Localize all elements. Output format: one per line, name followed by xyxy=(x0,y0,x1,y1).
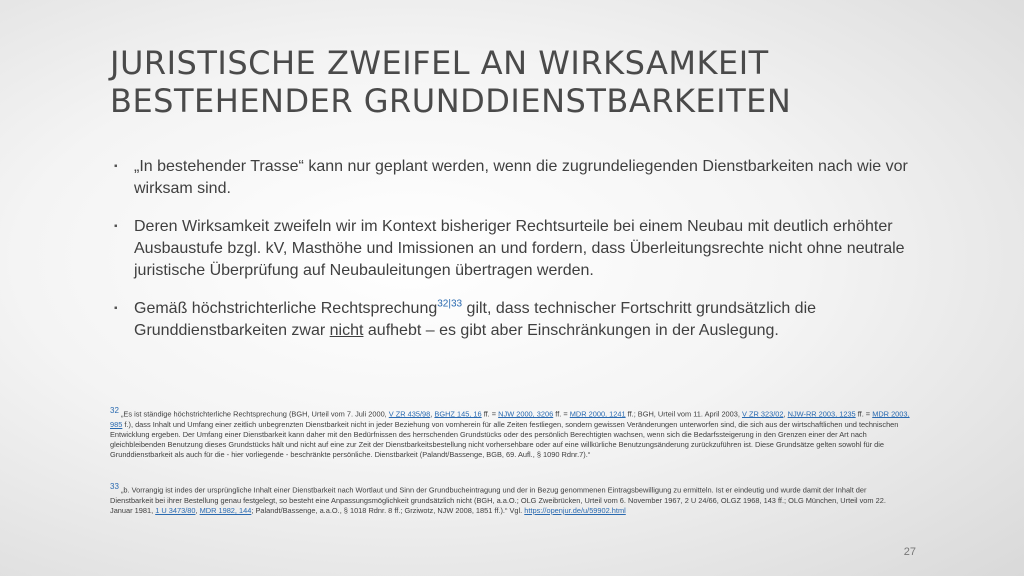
footnote-text: „b. Vorrangig ist indes der ursprüngliche Inhalt einer Dienstbarkeit nach Wortlaut und Sinn der Grundbucheintragung und der in Bezug genommenen Eintragsbewilligung zu ermitteln. Ist er eindeutig und wurde damit der Inhalt der Dienstbarkeit bei ihrer Bestellung genau festgelegt, so besteht eine Anpassungsmöglichkeit grundsätzlich nicht (BGH, a.a.O.; OLG Zweibrücken, Urteil vom 6. November 1967, 2 U 24/66, OLGZ 1968, 143 ff.; OLG München, Urteil vom 22. Januar 1981, xyxy=(110,485,886,515)
bullet-text-3-emphasis: nicht xyxy=(329,322,364,339)
footnote-text: „Es ist ständige höchstrichterliche Rechtsprechung (BGH, Urteil vom 7. Juli 2000, xyxy=(118,409,389,419)
citation-link[interactable]: NJW 2000, 3206 xyxy=(498,409,554,419)
bullet-list xyxy=(114,156,914,358)
bullet-item-3 xyxy=(114,298,914,342)
footnote-number: 32 xyxy=(110,406,119,415)
citation-link[interactable]: 1 U 3473/80 xyxy=(155,505,196,515)
citation-link[interactable]: BGHZ 145, 16 xyxy=(434,409,482,419)
footnote-text: ff. = xyxy=(553,409,570,419)
footnote-text: , xyxy=(430,409,435,419)
bullet-text-3-pre: Gemäß höchstrichterliche Rechtsprechung xyxy=(134,300,438,317)
footnote-text: ff. = xyxy=(481,409,499,419)
openjur-link[interactable]: https://openjur.de/u/59902.html xyxy=(524,505,626,515)
footnote-32 xyxy=(110,406,910,460)
footnote-33 xyxy=(110,482,910,516)
bullet-item-2 xyxy=(114,216,914,282)
page-number: 27 xyxy=(903,546,916,558)
footnote-text: f.), dass Inhalt und Umfang einer zeitlich unbegrenzten Dienstbarkeit nicht in jeder Beziehung von vornherein für alle Zeiten festliegen, sondern gewissen Veränderungen unterworfen sind, die sich aus der wirtschaftlichen und technischen Entwicklung ergeben. Der Umfang einer Dienstbarkeit kann daher mit den Bedürfnissen des herrschenden Grundstücks oder des persönlich Berechtigten wachsen, wenn sich die Bedarfssteigerung in den Grenzen einer der Art nach gleichbleibenden Benutzung dieses Grundstücks hält und nicht auf eine zur Zeit der Dienstbarkeitsbestellung nicht vorhersehbare oder auf eine willkürliche Benutzungsänderung zurückzuführen ist. Diese Grundsätze gelten sowohl für die Grunddienstbarkeit als auch für die - hier vorliegende - beschränkte persönliche. Dienstbarkeit (Palandt/Bassenge, BGB, 69. Aufl., § 1090 Rdnr.7).“ xyxy=(110,419,899,460)
bullet-text-3-post: aufhebt – es gibt aber Einschränkungen in der Auslegung. xyxy=(363,322,779,339)
citation-link[interactable]: NJW-RR 2003, 1235 xyxy=(787,409,856,419)
bullet-marker: ▪ xyxy=(114,221,118,232)
citation-link[interactable]: MDR 1982, 144 xyxy=(199,505,252,515)
bullet-text-2: Deren Wirksamkeit zweifeln wir im Kontext bisheriger Rechtsurteile bei einem Neubau mit deutlich erhöhter Ausbaustufe bzgl. kV, Masthöhe und Imissionen an und fordern, dass Überleitungsrechte nicht ohne neutrale juristische Überprüfung auf Neubauleitungen übertragen werden. xyxy=(134,218,905,279)
bullet-text-1: „In bestehender Trasse“ kann nur geplant werden, wenn die zugrundeliegenden Dienstbarkeiten nach wie vor wirksam sind. xyxy=(134,158,908,197)
footnote-number: 33 xyxy=(110,482,119,491)
footnote-text: ff.; BGH, Urteil vom 11. April 2003, xyxy=(625,409,742,419)
footnote-text: ff. = xyxy=(855,409,873,419)
footnote-text: , xyxy=(195,505,200,515)
citation-link[interactable]: V ZR 435/98 xyxy=(388,409,431,419)
footnote-text: , xyxy=(783,409,788,419)
bullet-text-3-mid: gilt, dass technischer Fortschritt grundsätzlich die Grunddienstbarkeiten zwar xyxy=(134,300,817,339)
bullet-marker: ▪ xyxy=(114,161,118,172)
bullet-marker: ▪ xyxy=(114,303,118,314)
slide-title xyxy=(110,44,990,120)
citation-link[interactable]: V ZR 323/02 xyxy=(742,409,784,419)
bullet-item-1 xyxy=(114,156,914,200)
slide-title-line-2: BESTEHENDER GRUNDDIENSTBARKEITEN xyxy=(110,82,792,120)
footnote-reference[interactable]: 32|33 xyxy=(437,298,463,310)
slide-title-line-1: JURISTISCHE ZWEIFEL AN WIRKSAMKEIT xyxy=(110,44,769,82)
citation-link[interactable]: MDR 2003, 985 xyxy=(110,409,910,429)
citation-link[interactable]: MDR 2000, 1241 xyxy=(569,409,626,419)
footnote-text: ; Palandt/Bassenge, a.a.O., § 1018 Rdnr. 8 ff.; Grziwotz, NJW 2008, 1851 ff.).“ Vgl. xyxy=(251,505,525,515)
